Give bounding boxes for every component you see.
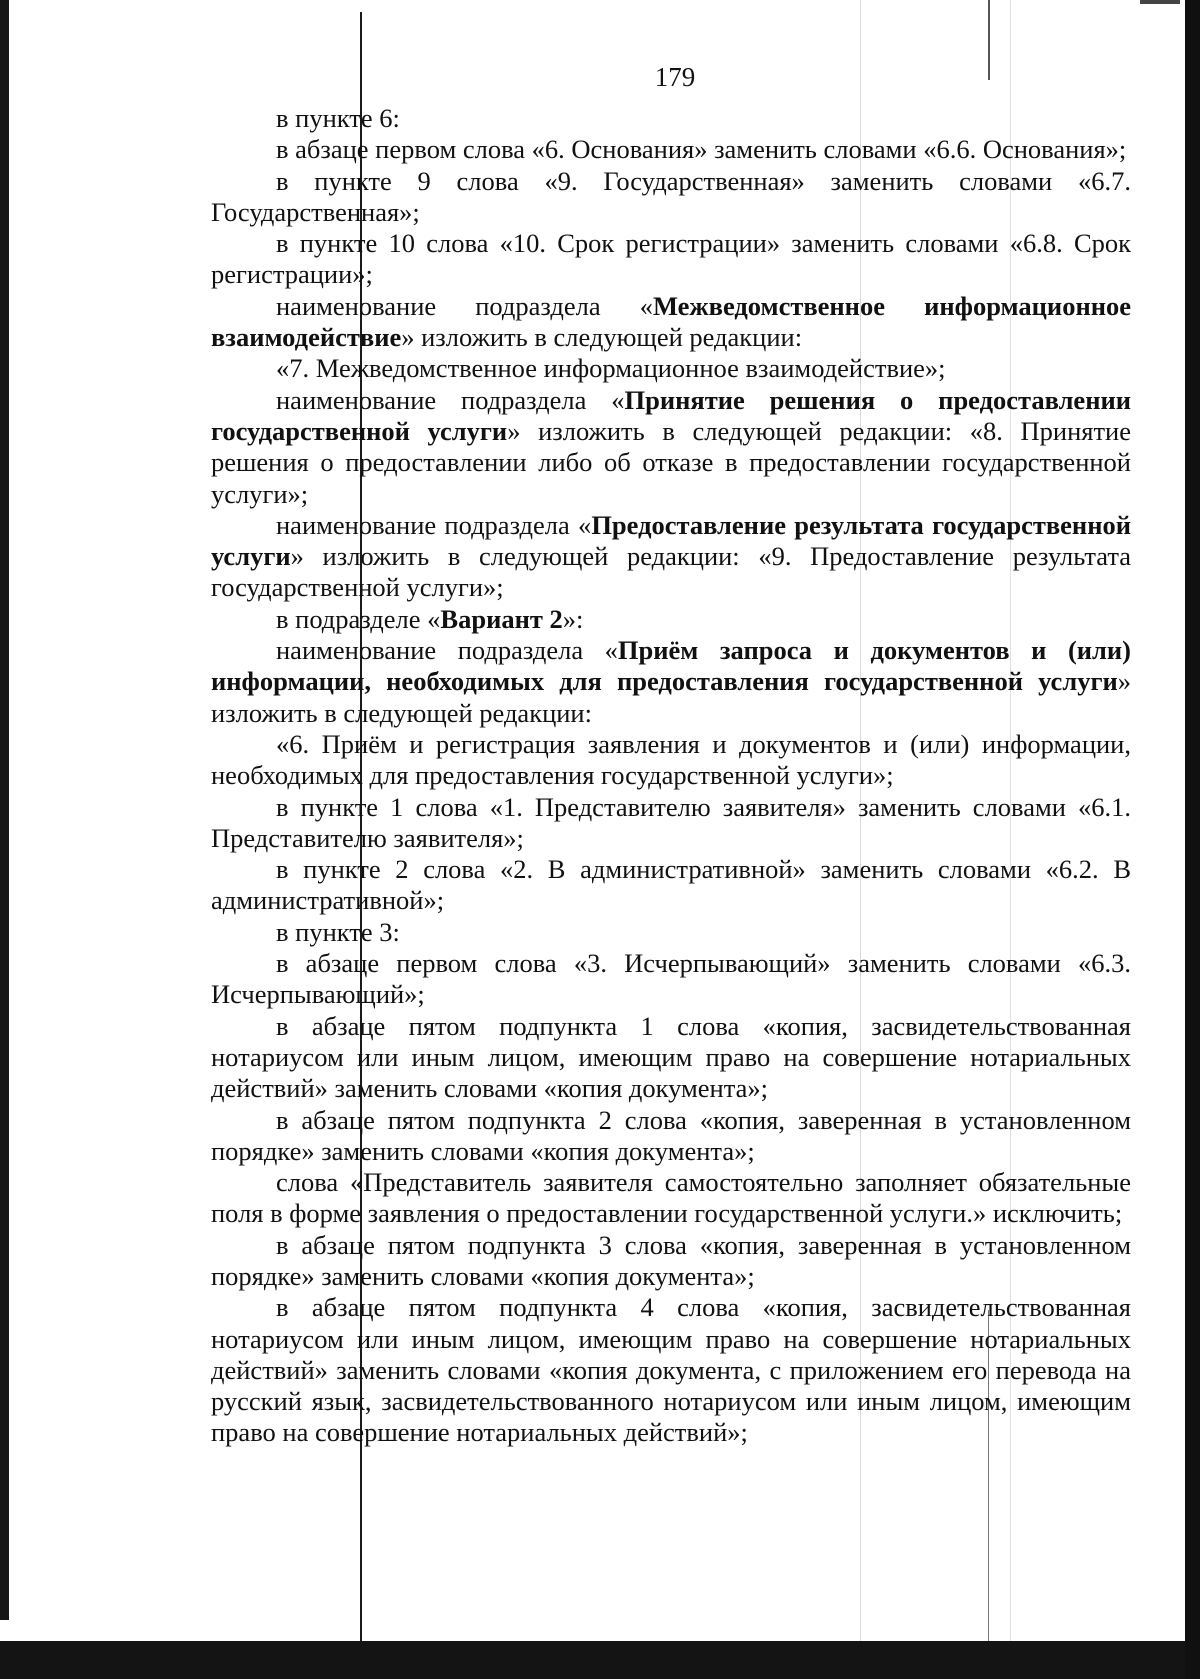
paragraph: «7. Межведомственное информационное взаимодействие»;: [276, 353, 946, 384]
paragraph: в пункте 3:: [276, 916, 400, 947]
paragraph: слова «Представитель заявителя самостоятельно заполняет обязательные поля в форме заявления о предоставлении государственной услуги.» исключить;: [211, 1167, 1131, 1229]
scan-top-mark: [1140, 0, 1180, 4]
paragraph: в пункте 10 слова «10. Срок регистрации» заменить словами «6.8. Срок регистрации»;: [211, 228, 1131, 290]
paragraph: наименование подраздела «Принятие решения о предоставлении государственной услуги» изложить в следующей редакции: «8. Принятие решения о предоставлении либо об отказе в предоставлении государственной услуги»;: [211, 384, 1132, 509]
paragraph: в подразделе «Вариант 2»:: [276, 603, 584, 634]
paragraph: в абзаце пятом подпункта 3 слова «копия, заверенная в установленном порядке» заменить словами «копия документа»;: [211, 1229, 1131, 1291]
paragraph: в пункте 9 слова «9. Государственная» заменить словами «6.7. Государственная»;: [211, 165, 1131, 227]
paragraph: в абзаце пятом подпункта 1 слова «копия, засвидетельствованная нотариусом или иным лицом, имеющим право на совершение нотариальных действий» заменить словами «копия документа»;: [211, 1010, 1131, 1104]
document-body: [211, 103, 1131, 1449]
paragraph: «6. Приём и регистрация заявления и документов и (или) информации, необходимых для предоставления государственной услуги»;: [211, 728, 1131, 791]
paragraph: в пункте 2 слова «2. В административной» заменить словами «6.2. В административной»;: [211, 854, 1131, 916]
paragraph: в абзаце первом слова «6. Основания» заменить словами «6.6. Основания»;: [276, 134, 1127, 165]
scan-bottom-edge: [0, 1641, 1185, 1679]
page-number: 179: [654, 62, 696, 92]
paragraph: наименование подраздела «Предоставление результата государственной услуги» изложить в следующей редакции: «9. Предоставление результата государственной услуги»;: [211, 509, 1131, 603]
paragraph: в абзаце первом слова «3. Исчерпывающий» заменить словами «6.3. Исчерпывающий»;: [211, 948, 1131, 1010]
paragraph: наименование подраздела «Приём запроса и документов и (или) информации, необходимых для предоставления государственной услуги» изложить в следующей редакции:: [211, 635, 1131, 728]
paragraph: в пункте 1 слова «1. Представителю заявителя» заменить словами «6.1. Представителю заявителя»;: [211, 791, 1131, 853]
scan-right-edge: [1185, 0, 1200, 1679]
paragraph: в абзаце пятом подпункта 4 слова «копия, засвидетельствованная нотариусом или иным лицом, имеющим право на совершение нотариальных действий» заменить словами «копия документа, с приложением его перевода на русский язык, засвидетельствованного нотариусом или иным лицом, имеющим право на совершение нотариальных действий»;: [211, 1292, 1131, 1448]
paragraph: в абзаце пятом подпункта 2 слова «копия, заверенная в установленном порядке» заменить словами «копия документа»;: [211, 1104, 1131, 1166]
scan-left-edge: [0, 0, 9, 1620]
paragraph: наименование подраздела «Межведомственное информационное взаимодействие» изложить в следующей редакции:: [211, 290, 1131, 353]
paragraph: в пункте 6:: [276, 103, 400, 133]
